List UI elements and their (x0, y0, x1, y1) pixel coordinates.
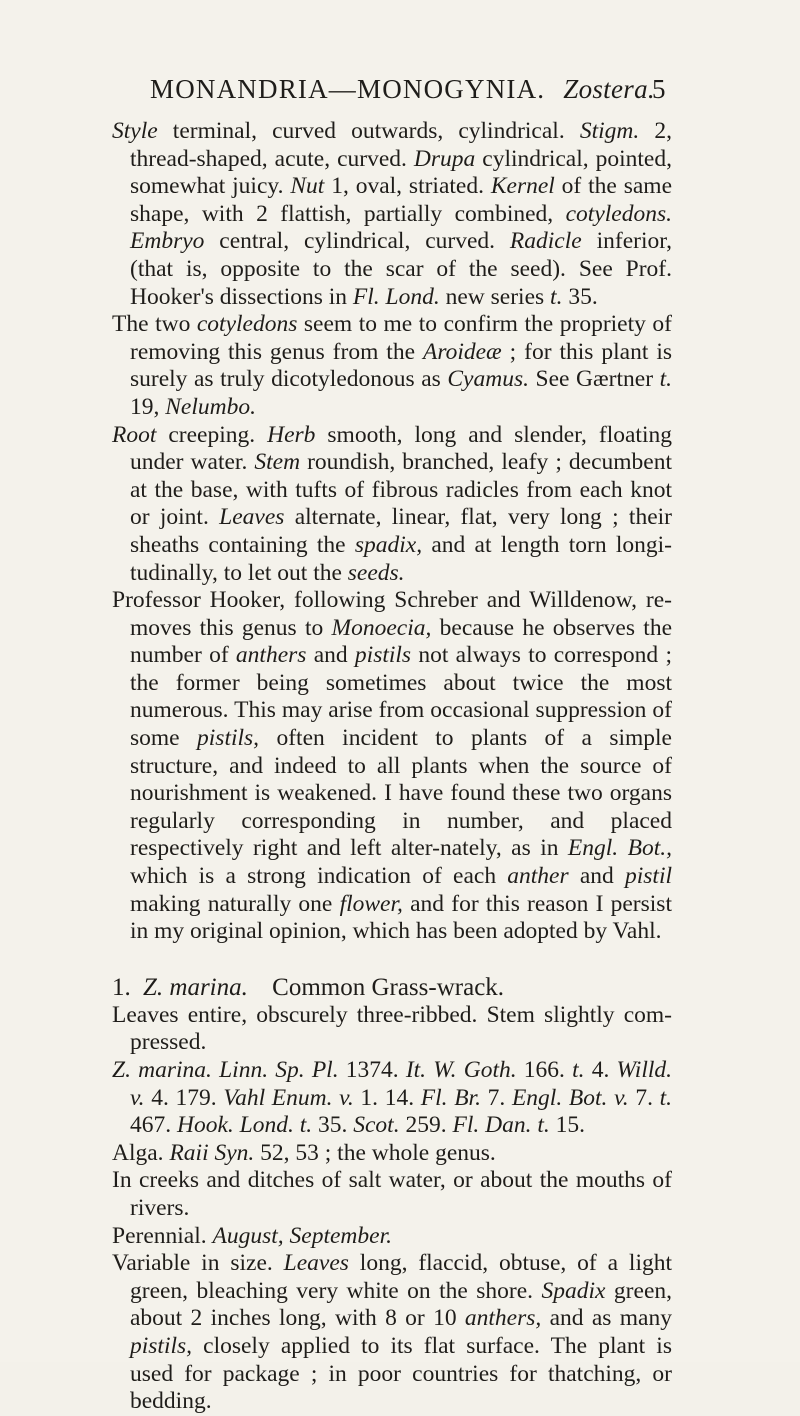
species-name: Z. marina. (143, 973, 248, 1001)
italic-text: Monoecia, (331, 614, 432, 641)
text-run: 35. (562, 283, 598, 310)
italic-text: Nut (290, 173, 325, 200)
italic-text: Embryo (130, 228, 205, 255)
text-run: 259. (399, 1112, 453, 1139)
italic-text: pistils, (197, 725, 260, 752)
text-run: In creeks and ditches of salt water, or about the mouths of rivers. (112, 1167, 672, 1221)
italic-text: Fl. Lond. (352, 283, 440, 310)
text-run: 467. (130, 1112, 177, 1139)
text-run: 52, 53 ; the whole genus. (254, 1139, 496, 1166)
italic-text: anthers (235, 642, 307, 669)
text-run: Variable in size. (112, 1250, 284, 1277)
paragraph-style-description (112, 118, 672, 311)
italic-text: Stem (254, 449, 301, 476)
paragraph-root-description (112, 422, 672, 588)
italic-text: t. (659, 366, 673, 393)
italic-text: Aroideæ (422, 338, 502, 365)
paragraph-duration (112, 1223, 672, 1251)
text-run: new series (439, 283, 551, 310)
text-run: because he observes the number of (130, 614, 672, 669)
text-run: and for this reason I persist in my original opinion, which has been adopted by Vahl. (130, 890, 672, 945)
italic-text: seeds. (347, 559, 405, 586)
italic-text: cotyledons. (565, 200, 672, 227)
text-run: terminal, curved outwards, cylindrical. (157, 118, 580, 144)
page-number: 5 (652, 74, 666, 104)
text-run: creeping. (156, 421, 268, 448)
italic-text: Linn. Sp. Pl. (219, 1057, 339, 1083)
header-genus: Zostera. (563, 74, 655, 104)
italic-text: Leaves (219, 504, 285, 531)
italic-text: t. (659, 1084, 673, 1111)
italic-text: Kernel (490, 173, 555, 200)
text-run: and (306, 642, 355, 669)
italic-text: pistils (354, 642, 412, 669)
text-run: central, cylindrical, curved. (204, 228, 510, 255)
species-heading (112, 974, 672, 1002)
italic-text: Root (112, 421, 157, 448)
text-run: alternate, linear, flat, very long ; their sheaths containing the (130, 504, 672, 558)
text-run: 35. (312, 1112, 354, 1139)
italic-text: t. (572, 1057, 585, 1083)
italic-text: pistil (624, 863, 672, 890)
italic-text: It. W. Goth. (405, 1057, 517, 1083)
running-header (150, 74, 655, 105)
species-number: 1. (112, 973, 131, 1001)
italic-text: Raii Syn. (169, 1139, 255, 1166)
paragraph-alga (112, 1140, 672, 1168)
text-run: 7. (628, 1084, 660, 1111)
section-gap (112, 946, 672, 974)
italic-text: spadix, (354, 531, 423, 558)
paragraph-variable (112, 1250, 672, 1416)
text-run: cylindrical, pointed, somewhat juicy. (130, 145, 672, 200)
italic-text: anthers, (464, 1305, 542, 1332)
text-run: smooth, long and slender, floating under water. (130, 421, 672, 476)
italic-text: Style (112, 118, 158, 144)
italic-text: August, September. (212, 1222, 392, 1249)
paragraph-habitat (112, 1167, 672, 1222)
text-run: 1374. (338, 1057, 406, 1083)
text-run: making naturally one (130, 890, 340, 917)
italic-text: Cyamus. (447, 366, 529, 393)
italic-text: anther (507, 863, 569, 890)
text-run: and as many (541, 1305, 672, 1332)
text-run: 7. (480, 1084, 512, 1111)
text-run: 4. (584, 1057, 617, 1083)
text-run: and at length torn longi-tudinally, to let out the (130, 531, 672, 586)
italic-text: Leaves (283, 1250, 349, 1277)
text-run: inferior, (that is, opposite to the scar of the seed). See Prof. Hooker's dissections in (130, 228, 672, 310)
italic-text: Nelumbo. (165, 393, 256, 420)
italic-text: pistils, (130, 1332, 193, 1359)
text-run: of the same shape, with 2 flattish, partially combined, (130, 173, 672, 227)
body-text (112, 118, 672, 1416)
header-title: MONANDRIA—MONOGYNIA. (150, 74, 546, 104)
species-common-name: Common Grass-wrack. (272, 973, 505, 1001)
text-run: Professor Hooker, following Schreber and Willdenow, re-moves this genus to (112, 587, 672, 641)
text-run: 19, (130, 393, 166, 420)
text-run: ; for this plant is surely as truly dicotyledonous as (130, 338, 673, 393)
italic-text: t. (550, 283, 563, 310)
italic-text: Scot. (353, 1112, 400, 1139)
paragraph-cotyledons-note (112, 311, 672, 421)
text-run: 1. 14. (353, 1084, 421, 1111)
italic-text: Engl. Bot. v. (511, 1084, 629, 1111)
text-run: The two (112, 311, 197, 338)
text-run: seem to me to confirm the propriety of removing this genus from the (130, 311, 672, 365)
italic-text: Drupa (413, 145, 476, 172)
text-run: 15. (549, 1112, 585, 1139)
italic-text: Z. marina. (112, 1057, 212, 1083)
paragraph-hooker-note (112, 587, 672, 946)
italic-text: Fl. Br. (420, 1084, 481, 1111)
text-run: not always to correspond ; the former being sometimes about twice the most numerous. This may arise from occasional suppression of some (130, 642, 672, 752)
italic-text: cotyledons (196, 311, 298, 338)
paragraph-species-diagnosis (112, 1002, 672, 1057)
text-run: Leaves entire, obscurely three-ribbed. Stem slightly com-pressed. (112, 1001, 672, 1056)
text-run: Alga. (112, 1139, 170, 1166)
text-run: 2, thread-shaped, acute, curved. (130, 118, 673, 172)
text-run: roundish, branched, leafy ; decumbent at the base, with tufts of fibrous radicles from each knot or joint. (130, 449, 672, 531)
text-run: and (568, 863, 625, 890)
text-run: which is a strong indication of each (130, 863, 508, 890)
italic-text: Radicle (509, 228, 582, 255)
italic-text: Stigm. (579, 118, 640, 144)
italic-text: Herb (267, 421, 316, 448)
text-run: closely applied to its flat surface. The plant is used for package ; in poor countries for thatching, or bedding. (130, 1332, 672, 1415)
italic-text: Fl. Dan. t. (452, 1112, 550, 1139)
text-run: 4. 179. (144, 1084, 224, 1111)
italic-text: Willd. v. (130, 1057, 673, 1111)
italic-text: Vahl Enum. v. (223, 1084, 354, 1111)
text-run: long, flaccid, obtuse, of a light green, bleaching very white on the shore. (130, 1250, 672, 1304)
text-run: See Gærtner (528, 366, 660, 393)
text-run: green, about 2 inches long, with 8 or 10 (130, 1277, 672, 1332)
text-run: 166. (516, 1057, 573, 1083)
italic-text: Engl. Bot., (567, 835, 672, 862)
text-run: 1, oval, striated. (324, 173, 491, 200)
italic-text: flower, (339, 890, 403, 917)
text-run: Perennial. (112, 1222, 213, 1249)
paragraph-synonymy (112, 1057, 672, 1140)
text-run: often incident to plants of a simple structure, and indeed to all plants when the source of nourishment is weakened. I have found these two organs regularly corresponding in number, and placed respectively right and left alter-nately, as in (130, 725, 672, 862)
italic-text: Spadix (541, 1277, 606, 1304)
italic-text: Hook. Lond. t. (177, 1112, 313, 1139)
